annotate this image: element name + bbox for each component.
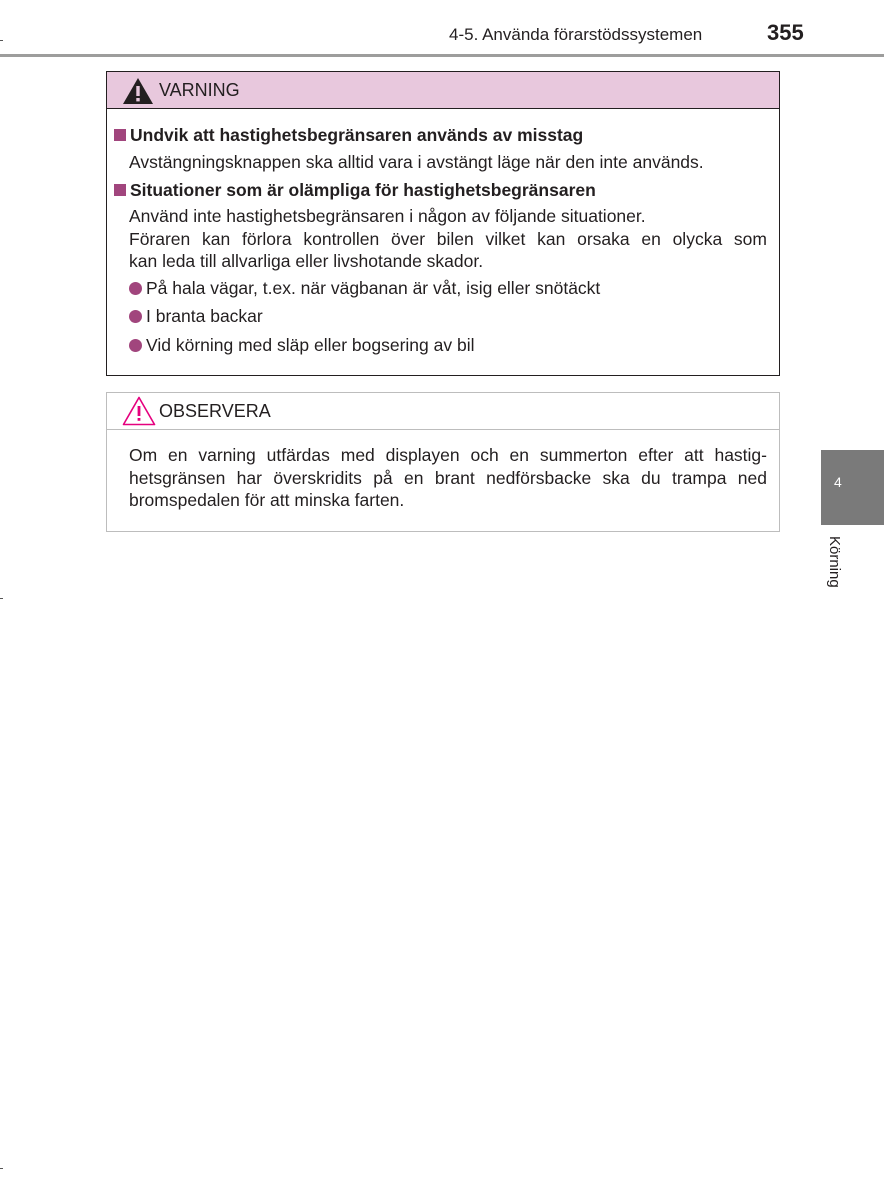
circle-bullet-icon: [129, 282, 142, 295]
header-divider: [0, 54, 884, 57]
chapter-number: 4: [834, 474, 842, 490]
warning-item-text: Använd inte hastighetsbegränsaren i någon av följande situationer. Föraren kan förlora kontrollen över bilen vilket kan orsaka en olycka som kan leda till allvarliga eller livshotande skador.: [129, 206, 767, 271]
crop-mark: [0, 598, 3, 599]
warning-item-heading: Undvik att hastighetsbegränsaren används av misstag: [114, 125, 583, 146]
warning-label: VARNING: [159, 80, 240, 100]
warning-item-heading: Situationer som är olämpliga för hastighetsbegränsaren: [114, 180, 596, 201]
warning-header: [107, 72, 779, 109]
warning-item-text: Avstängningsknappen ska alltid vara i avstängt läge när den inte används.: [129, 152, 704, 172]
caution-box: [106, 392, 780, 532]
crop-mark: [0, 1168, 3, 1169]
caution-text: Om en varning utfärdas med displayen och en summerton efter att hastig- hetsgränsen har överskridits på en brant nedförsbacke ska du trampa ned bromspedalen för att minska farten.: [129, 445, 767, 510]
list-item: På hala vägar, t.ex. när vägbanan är våt, isig eller snötäckt: [129, 278, 600, 299]
chapter-tab: [821, 450, 884, 525]
section-title: 4-5. Använda förarstödssystemen: [449, 25, 703, 44]
caution-header: [107, 393, 779, 430]
page-number: 355: [767, 20, 804, 45]
circle-bullet-icon: [129, 339, 142, 352]
caution-label: OBSERVERA: [159, 401, 271, 421]
warning-triangle-icon: [122, 77, 154, 105]
square-bullet-icon: [114, 184, 126, 196]
chapter-name: Körning: [826, 536, 843, 588]
list-item: Vid körning med släp eller bogsering av bil: [129, 335, 474, 356]
warning-box: [106, 71, 780, 376]
crop-mark: [0, 40, 3, 41]
caution-triangle-icon: [122, 396, 156, 426]
square-bullet-icon: [114, 129, 126, 141]
list-item: I branta backar: [129, 306, 263, 327]
circle-bullet-icon: [129, 310, 142, 323]
